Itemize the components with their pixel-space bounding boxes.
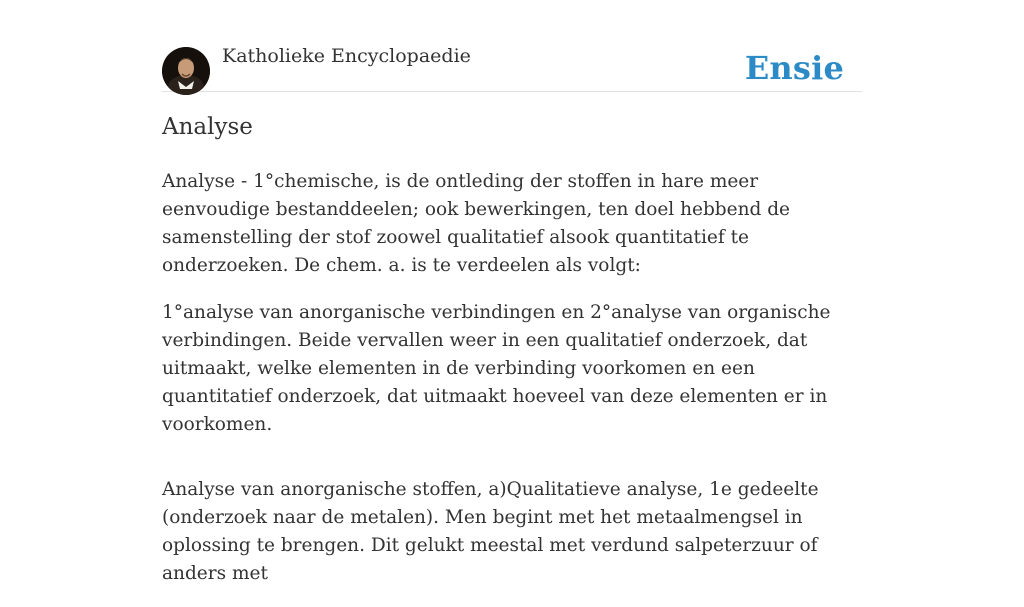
- article-paragraph: Analyse van anorganische stoffen, a)Qualitatieve analyse, 1e gedeelte (onderzoek naar de metalen). Men begint met het metaalmengsel in oplossing te brengen. Dit gelukt meestal met verdund salpeterzuur of anders met: [162, 479, 819, 584]
- article-body: [162, 168, 862, 607]
- portrait-image: [162, 47, 210, 95]
- article-title: Analyse: [162, 114, 253, 140]
- article-paragraph: 1°analyse van anorganische verbindingen en 2°analyse van organische verbindingen. Beide vervallen weer in een qualitatief onderzoek, dat uitmaakt, welke elementen in de verbinding voorkomen en een quantitatief onderzoek, dat uitmaakt hoeveel van deze elementen er in voorkomen.: [162, 302, 831, 435]
- site-name[interactable]: Katholieke Encyclopaedie: [222, 45, 471, 67]
- ensie-logo[interactable]: Ensie: [744, 49, 844, 87]
- site-header: [162, 45, 862, 92]
- article-paragraph: Analyse - 1°chemische, is de ontleding der stoffen in hare meer eenvoudige bestanddeelen; ook bewerkingen, ten doel hebbend de samenstelling der stof zoowel qualitatief alsook quantitatief te onderzoeken. De chem. a. is te verdeelen als volgt:: [162, 171, 791, 276]
- author-portrait-avatar[interactable]: [162, 47, 210, 95]
